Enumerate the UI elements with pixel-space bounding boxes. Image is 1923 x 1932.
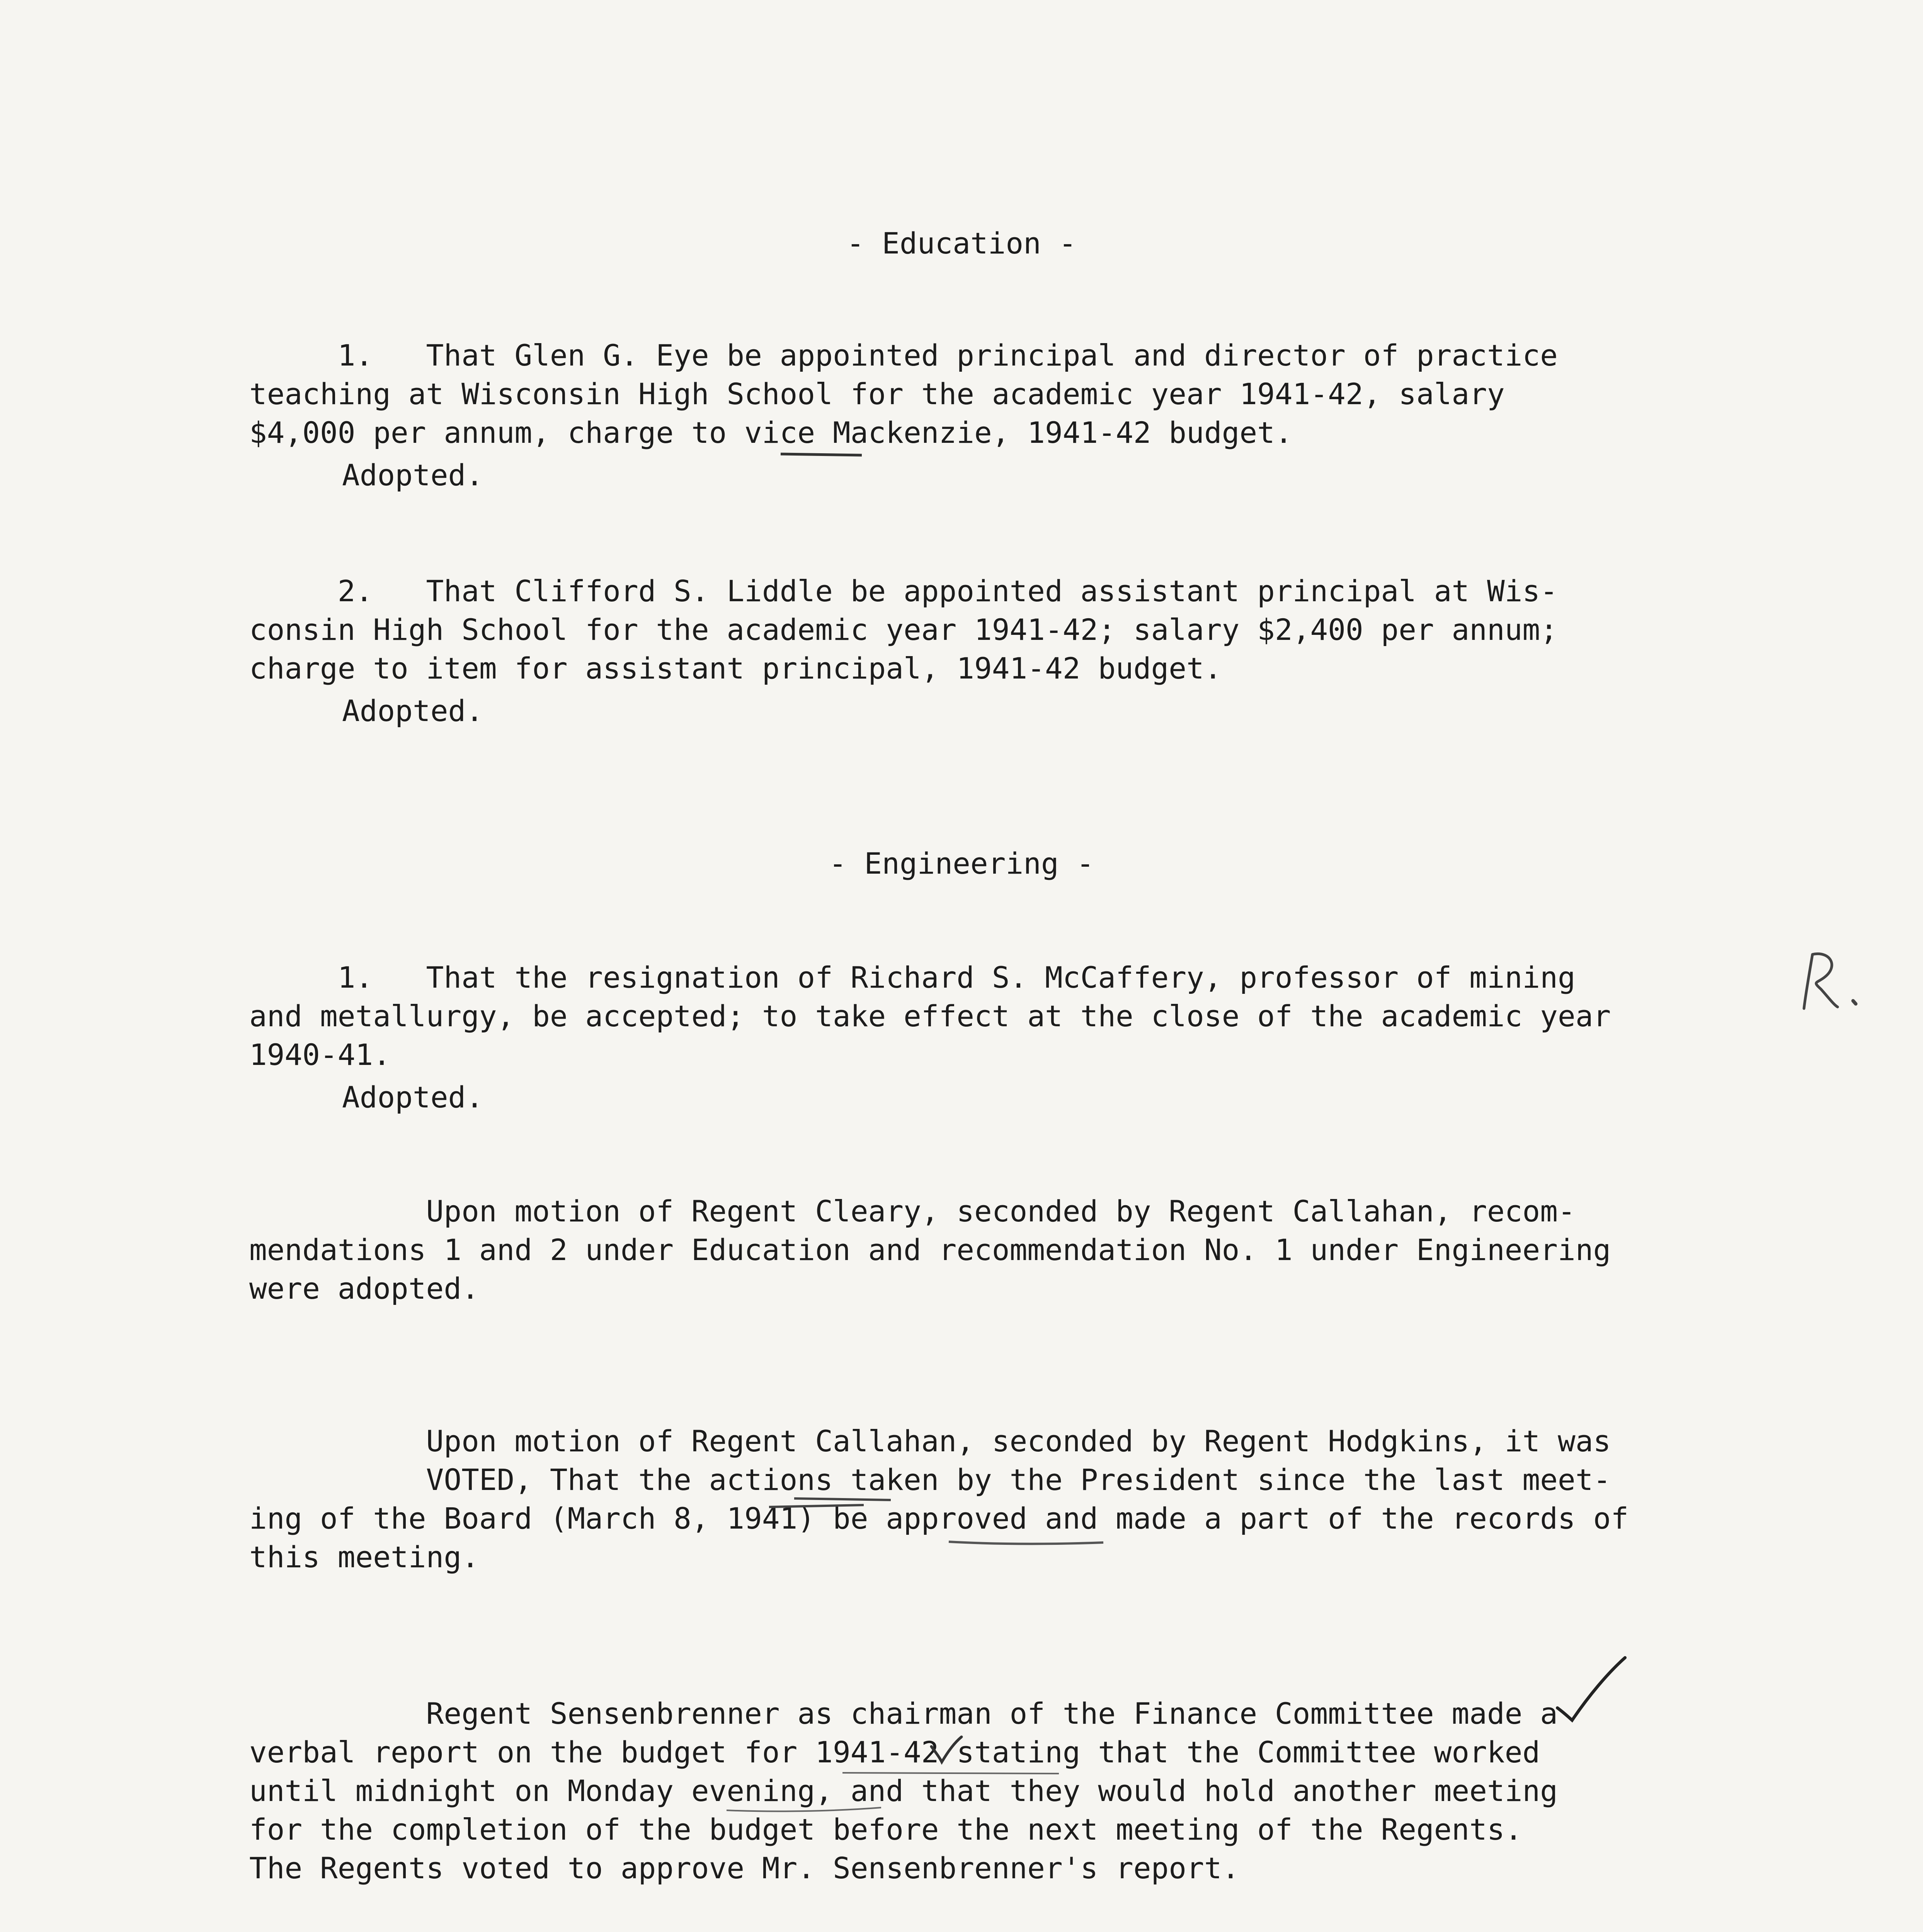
education-item-2-status: Adopted. (342, 694, 484, 728)
education-item-1-line-2: teaching at Wisconsin High School for the academic year 1941-42, salary (249, 377, 1505, 411)
motion-1-line-1: Upon motion of Regent Cleary, seconded by Regent Callahan, recom- (249, 1194, 1576, 1228)
motion-2-line-1: Upon motion of Regent Callahan, seconded by Regent Hodgkins, it was (249, 1424, 1611, 1458)
engineering-item-1-line-2: and metallurgy, be accepted; to take effect at the close of the academic year (249, 999, 1611, 1033)
education-item-1-status: Adopted. (342, 458, 484, 492)
finance-report-line-1: Regent Sensenbrenner as chairman of the Finance Committee made a (249, 1696, 1558, 1731)
motion-2-line-4: this meeting. (249, 1540, 479, 1574)
underline-vice-mark (781, 454, 862, 455)
education-item-2-line-1: 2. That Clifford S. Liddle be appointed assistant principal at Wis- (249, 574, 1558, 608)
margin-r-mark (1804, 954, 1838, 1009)
motion-2-line-3: ing of the Board (March 8, 1941) be approved and made a part of the records of (249, 1501, 1629, 1536)
finance-report-line-5: The Regents voted to approve Mr. Sensenbrenner's report. (249, 1851, 1240, 1885)
engineering-item-1-line-1: 1. That the resignation of Richard S. McCaffery, professor of mining (249, 960, 1576, 995)
motion-1-line-3: were adopted. (249, 1271, 479, 1306)
education-item-2-line-3: charge to item for assistant principal, 1941-42 budget. (249, 651, 1222, 685)
education-item-1-line-3: $4,000 per annum, charge to vice Mackenzie, 1941-42 budget. (249, 415, 1293, 450)
education-item-1-line-1: 1. That Glen G. Eye be appointed principal and director of practice (249, 338, 1558, 372)
motion-1-line-2: mendations 1 and 2 under Education and recommendation No. 1 under Engineering (249, 1233, 1611, 1267)
education-item-2-line-2: consin High School for the academic year 1941-42; salary $2,400 per annum; (249, 612, 1558, 647)
engineering-item-1-status: Adopted. (342, 1080, 484, 1114)
finance-report-line-4: for the completion of the budget before the next meeting of the Regents. (249, 1812, 1523, 1847)
section-heading-engineering: - Engineering - (829, 846, 1094, 881)
engineering-item-1-line-3: 1940-41. (249, 1037, 391, 1072)
finance-report-line-2: verbal report on the budget for 1941-42 stating that the Committee worked (249, 1735, 1540, 1769)
finance-report-line-3: until midnight on Monday evening, and that they would hold another meeting (249, 1774, 1558, 1808)
section-heading-education: - Education - (846, 226, 1077, 260)
motion-2-line-2: VOTED, That the actions taken by the President since the last meet- (249, 1463, 1611, 1497)
